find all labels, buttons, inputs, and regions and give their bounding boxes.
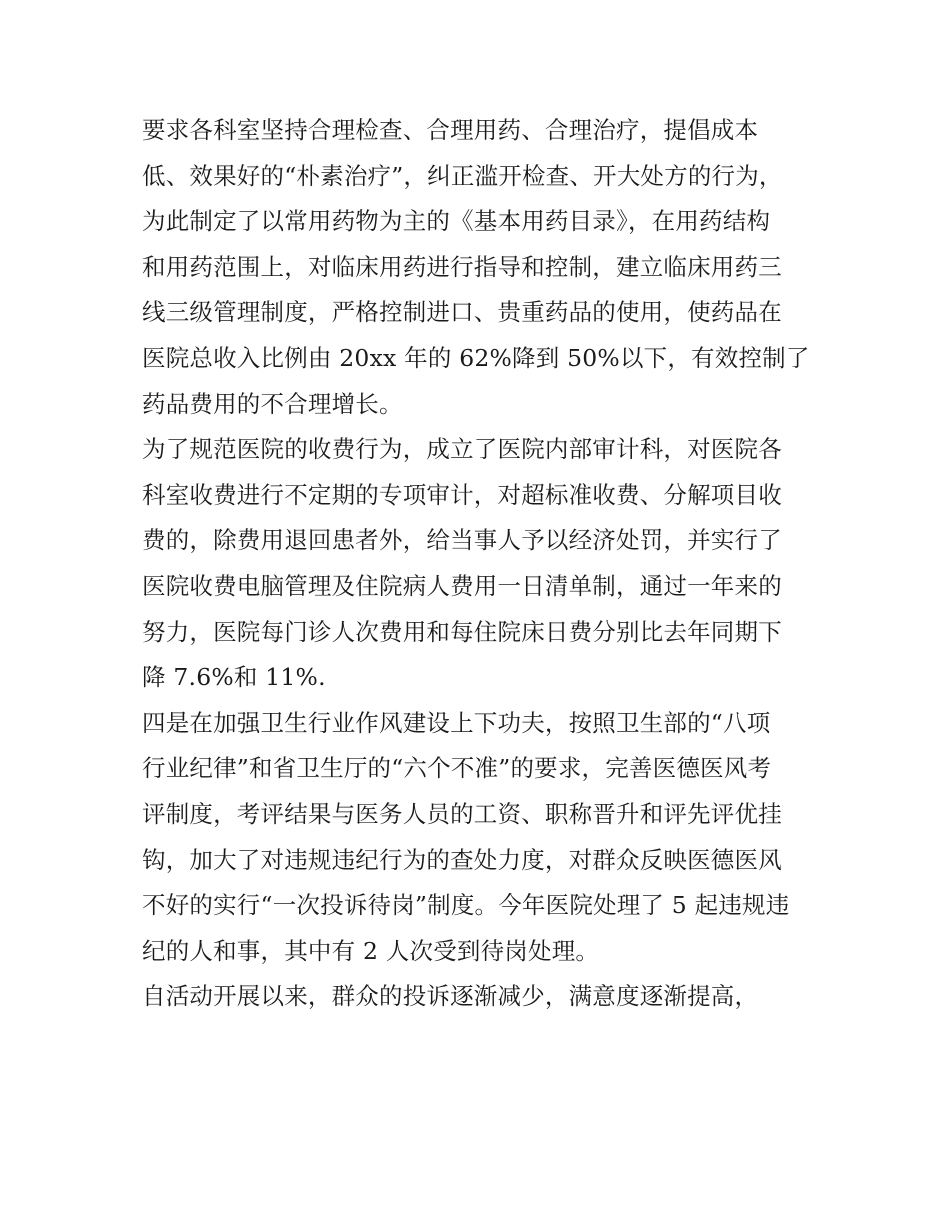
text-line: 和用药范围上，对临床用药进行指导和控制，建立临床用药三	[142, 252, 782, 281]
text-line: 钩，加大了对违规违纪行为的查处力度，对群众反映医德医风	[142, 845, 782, 874]
text-line: 降 7.6%和 11%.	[142, 663, 326, 692]
text-line: 努力，医院每门诊人次费用和每住院床日费分别比去年同期下	[142, 617, 782, 646]
text-line: 四是在加强卫生行业作风建设上下功夫，按照卫生部的“八项	[142, 708, 771, 737]
text-line: 线三级管理制度，严格控制进口、贵重药品的使用，使药品在	[142, 298, 782, 327]
text-line: 为此制定了以常用药物为主的《基本用药目录》，在用药结构	[142, 207, 771, 236]
text-line: 费的，除费用退回患者外，给当事人予以经济处罚，并实行了	[142, 526, 782, 555]
text-line: 纪的人和事，其中有 2 人次受到待岗处理。	[142, 936, 600, 965]
text-line: 医院收费电脑管理及住院病人费用一日清单制，通过一年来的	[142, 571, 782, 600]
text-line: 为了规范医院的收费行为，成立了医院内部审计科，对医院各	[142, 435, 782, 464]
text-line: 药品费用的不合理增长。	[142, 389, 403, 418]
document-body	[142, 108, 814, 1020]
text-line: 行业纪律”和省卫生厅的“六个不准”的要求，完善医德医风考	[142, 754, 772, 783]
text-line: 科室收费进行不定期的专项审计，对超标准收费、分解项目收	[142, 480, 782, 509]
text-line: 医院总收入比例由 20xx 年的 62%降到 50%以下，有效控制了	[142, 343, 810, 372]
text-line: 不好的实行“一次投诉待岗”制度。今年医院处理了 5 起违规违	[142, 891, 790, 920]
text-line: 要求各科室坚持合理检查、合理用药、合理治疗，提倡成本	[142, 116, 759, 144]
text-line: 自活动开展以来，群众的投诉逐渐减少，满意度逐渐提高，	[142, 982, 759, 1011]
text-line: 评制度，考评结果与医务人员的工资、职称晋升和评先评优挂	[142, 799, 782, 828]
text-line: 低、效果好的“朴素治疗”，纠正滥开检查、开大处方的行为，	[142, 161, 783, 190]
